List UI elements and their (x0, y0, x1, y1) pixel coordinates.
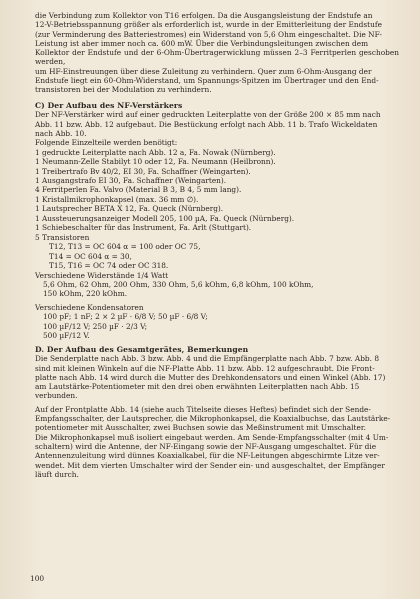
text-line: die Verbindung zum Kollektor von T16 erfolgen. Da die Ausgangsleistung der Endstufe an (35, 11, 373, 20)
text-line: potentiometer mit Ausschalter, zwei Buchsen sowie das Meßinstrument mit Umschalter. (35, 423, 366, 433)
resistor-list (35, 280, 399, 299)
text-line: platte nach Abb. 14 wird durch die Mutter des Drehkondensators und einen Winkel (Abb. 17) (35, 372, 386, 382)
list-item: 1 Neumann-Zelle Stabilyt 10 oder 12, Fa. Neumann (Heilbronn). (35, 157, 276, 167)
text-line: läuft durch. (35, 469, 79, 479)
list-item: 1 gedruckte Leiterplatte nach Abb. 12 a, Fa. Nowak (Nürnberg). (35, 147, 276, 157)
list-item: T12, T13 = OC 604 α = 100 oder OC 75, (49, 242, 201, 252)
text-line: Auf der Frontplatte Abb. 14 (siehe auch Titelseite dieses Heftes) befindet sich der Sende- (35, 404, 371, 414)
text-line: Abb. 11 bzw. Abb. 12 aufgebaut. Die Bestückung erfolgt nach Abb. 11 b. Trafo Wickeldaten (35, 119, 378, 129)
section-c-heading: C) Der Aufbau des NF-Verstärkers (35, 100, 183, 110)
section-d-paragraph-2 (35, 405, 399, 479)
section-d-heading: D. Der Aufbau des Gesamtgerätes, Bemerkungen (35, 344, 249, 354)
text-line: Antennenzuleitung wird dünnes Koaxialkabel, für die NF-Leitungen abgeschirmte Litze ver- (35, 451, 380, 461)
text-line: verbunden. (35, 391, 78, 401)
text-line: transistoren bei der Modulation zu verhindern. (35, 85, 212, 95)
text-line: Der NF-Verstärker wird auf einer gedruckten Leiterplatte von der Größe 200 × 85 mm nach (35, 110, 381, 120)
text-line: nach Abb. 10. (35, 128, 87, 138)
capacitor-list (35, 312, 399, 340)
text-line: Kollektor der Endstufe und der 6-Ohm-Übertragerwicklung müssen 2–3 Ferritperlen geschoben werden, (35, 48, 399, 67)
text-line: Leistung ist aber immer noch ca. 600 mW. Über die Verbindungsleitungen zwischen dem (35, 38, 369, 48)
section-c-paragraph (35, 110, 399, 138)
list-item: T14 = OC 604 α = 30, (49, 251, 132, 261)
text-line: Die Mikrophonkapsel muß isoliert eingebaut werden. Am Sende-Empfangsschalter (mit 4 Um- (35, 432, 389, 442)
text-line: sind mit kleinen Winkeln auf die NF-Platte Abb. 11 bzw. Abb. 12 aufgeschraubt. Die Front- (35, 363, 375, 373)
list-item: 100 pF; 1 nF; 2 × 2 µF · 6/8 V; 50 µF · 6/8 V; (43, 312, 208, 322)
list-item: 1 Kristallmikrophonkapsel (max. 36 mm ∅). (35, 194, 199, 204)
list-item: 1 Ausgangstrafo EI 30, Fa. Schaffner (Weingarten). (35, 175, 227, 185)
resistors-title: Verschiedene Widerstände 1/4 Watt (35, 270, 169, 280)
parts-list (35, 148, 399, 243)
text-line: Empfangsschalter, der Lautsprecher, die Mikrophonkapsel, die Koaxialbuchse, das Lautstärke- (35, 414, 391, 424)
transistor-list (35, 242, 399, 270)
list-item: T15, T16 = OC 74 oder OC 318. (49, 261, 169, 271)
text-line: 12-V-Betriebsspannung größer als erforderlich ist, wurde in der Emitterleitung der Endstufe (35, 20, 382, 30)
list-item: 1 Schiebeschalter für das Instrument, Fa. Arlt (Stuttgart). (35, 223, 252, 233)
capacitors-title: Verschiedene Kondensatoren (35, 302, 144, 312)
text-line: wendet. Mit dem vierten Umschalter wird der Sender ein- und ausgeschaltet, der Empfänger (35, 460, 385, 470)
text-line: am Lautstärke-Potentiometer mit den drei oben erwähnten Leiterplatten nach Abb. 15 (35, 382, 360, 392)
list-item: 100 µF/12 V; 250 µF · 2/3 V; (43, 321, 148, 331)
list-item: 5,6 Ohm, 62 Ohm, 200 Ohm, 330 Ohm, 5,6 kOhm, 6,8 kOhm, 100 kOhm, (43, 279, 314, 289)
list-item: 5 Transistoren (35, 232, 90, 242)
text-line: Endstufe liegt ein 60-Ohm-Widerstand, um Spannungs-Spitzen im Übertrager und den End- (35, 76, 379, 86)
list-item: 1 Lautsprecher BETA X 12, Fa. Queck (Nürnberg). (35, 204, 224, 214)
list-item: 1 Treibertrafo Bv 40/2, EI 30, Fa. Schaffner (Weingarten). (35, 166, 251, 176)
list-item: 500 µF/12 V. (43, 331, 90, 341)
text-line: um HF-Einstreuungen über diese Zuleitung zu verhindern. Quer zum 6-Ohm-Ausgang der (35, 66, 372, 76)
parts-list-intro: Folgende Einzelteile werden benötigt: (35, 138, 178, 148)
text-line: (zur Verminderung des Batteriestromes) ein Widerstand von 5,6 Ohm eingeschaltet. Die NF- (35, 29, 382, 39)
list-item: 4 Ferritperlen Fa. Valvo (Material B 3, B 4, 5 mm lang). (35, 185, 242, 195)
intro-paragraph (35, 11, 399, 95)
list-item: 1 Aussteuerungsanzeiger Modell 205, 100 µA, Fa. Queck (Nürnberg). (35, 213, 295, 223)
section-d-paragraph-1 (35, 354, 399, 400)
list-item: 150 kOhm, 220 kOhm. (43, 289, 128, 299)
text-line: schaltern) wird die Antenne, der NF-Eingang sowie der NF-Ausgang umgeschaltet. Für die (35, 441, 377, 451)
page-number: 100 (30, 574, 45, 583)
text-line: Die Senderplatte nach Abb. 3 bzw. Abb. 4 und die Empfängerplatte nach Abb. 7 bzw. Abb. 8 (35, 354, 380, 364)
